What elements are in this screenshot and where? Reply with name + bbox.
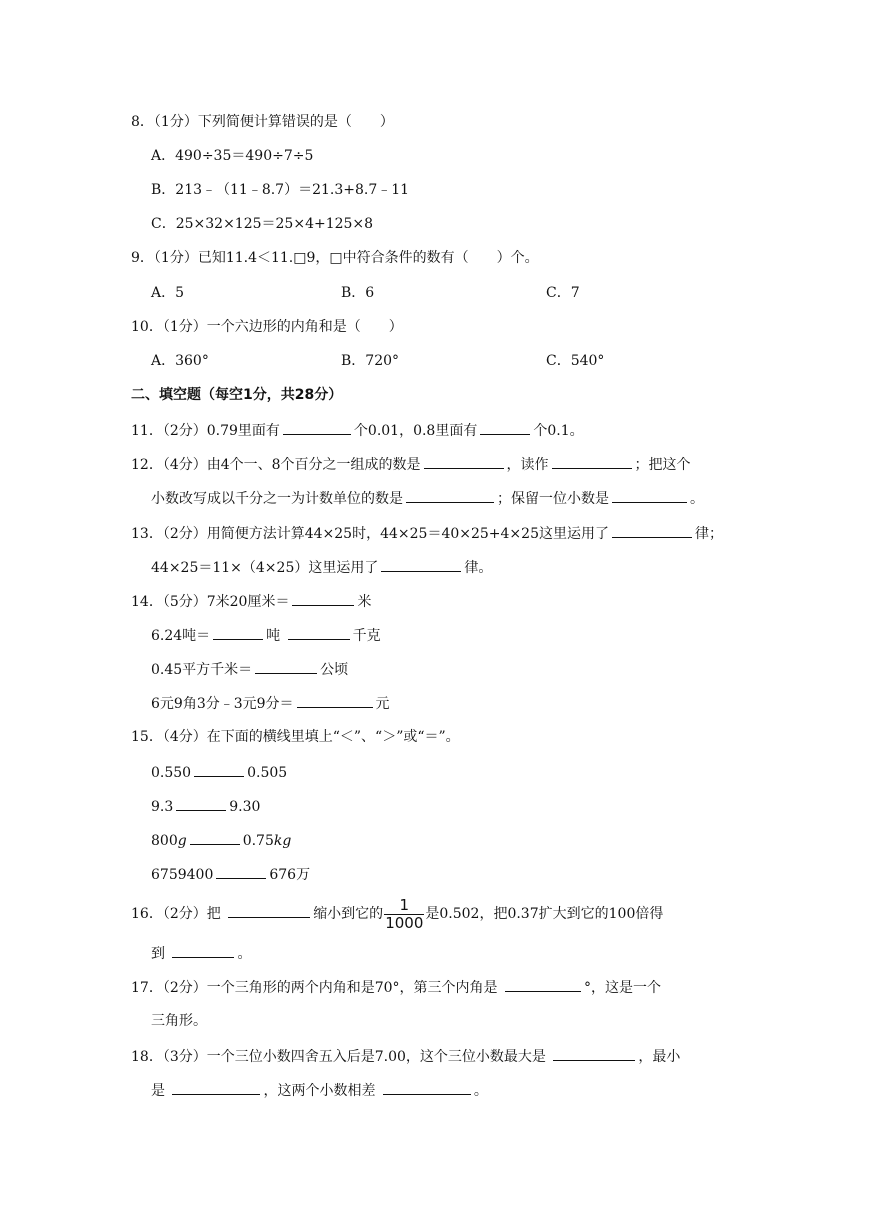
question-13-line-2: 44×25＝11×（4×25）这里运用了 律。 — [151, 556, 492, 576]
question-10-options — [151, 351, 751, 371]
question-9-options — [151, 283, 751, 303]
answer-blank[interactable] — [283, 419, 351, 435]
question-10-option-c: C．540° — [546, 353, 605, 369]
answer-blank[interactable] — [172, 942, 234, 958]
question-13-line-1: 13．（2分）用简便方法计算44×25时，44×25＝40×25+4×25这里运用了 律； — [131, 522, 723, 542]
question-15-row-3: 800g 0.75kg — [151, 829, 291, 849]
answer-blank[interactable] — [288, 624, 350, 640]
question-8-option-c: C．25×32×125＝25×4+125×8 — [151, 216, 374, 232]
question-16-line-1: 16．（2分）把 缩小到它的 $\frac{1}{1000}$ 是0.502，把0.37扩大到它的100倍得 — [131, 895, 664, 932]
answer-blank[interactable] — [424, 453, 504, 469]
question-17-line-2: 三角形。 — [151, 1013, 207, 1029]
question-18-line-2: 是 ，这两个小数相差 。 — [151, 1079, 488, 1099]
question-10-option-a: A．360° — [151, 353, 209, 369]
answer-blank[interactable] — [292, 590, 354, 606]
question-8-stem: 8．（1分）下列简便计算错误的是（ ） — [131, 114, 394, 130]
answer-blank[interactable] — [216, 863, 266, 879]
question-9-option-c: C．7 — [546, 285, 580, 301]
question-9-stem: 9．（1分）已知11.4＜11.□9，□中符合条件的数有（ ）个。 — [131, 250, 539, 266]
answer-blank[interactable] — [612, 487, 687, 503]
fraction: $\frac{1}{1000}$ — [385, 895, 424, 932]
answer-blank[interactable] — [297, 692, 373, 708]
question-15-stem: 15．（4分）在下面的横线里填上“＜”、“＞”或“＝”。 — [131, 729, 460, 745]
answer-blank[interactable] — [228, 902, 310, 918]
answer-blank[interactable] — [553, 1045, 635, 1061]
answer-blank[interactable] — [213, 624, 263, 640]
question-8-option-a: A．490÷35＝490÷7÷5 — [151, 148, 314, 164]
section-2-title: 二、填空题（每空1分，共28分） — [131, 387, 343, 403]
question-16-line-2: 到 。 — [151, 942, 251, 962]
question-17-line-1: 17．（2分）一个三角形的两个内角和是70°，第三个内角是 °，这是一个 — [131, 976, 661, 996]
question-8-option-b: B．213﹣（11﹣8.7）＝21.3+8.7﹣11 — [151, 182, 410, 198]
question-10-stem: 10．（1分）一个六边形的内角和是（ ） — [131, 319, 403, 335]
answer-blank[interactable] — [194, 761, 244, 777]
question-15-row-1: 0.550 0.505 — [151, 761, 287, 781]
question-14-line-2: 6.24吨＝ 吨 千克 — [151, 624, 381, 644]
answer-blank[interactable] — [381, 556, 461, 572]
question-9-option-b: B．6 — [341, 285, 375, 301]
question-15-row-2: 9.3 9.30 — [151, 795, 260, 815]
question-14-line-1: 14．（5分）7米20厘米＝ 米 — [131, 590, 371, 610]
question-14-line-3: 0.45平方千米＝ 公顷 — [151, 658, 348, 678]
answer-blank[interactable] — [190, 829, 240, 845]
answer-blank[interactable] — [255, 658, 317, 674]
answer-blank[interactable] — [480, 419, 530, 435]
question-10-option-b: B．720° — [341, 353, 400, 369]
answer-blank[interactable] — [172, 1079, 260, 1095]
answer-blank[interactable] — [406, 487, 494, 503]
answer-blank[interactable] — [612, 522, 692, 538]
answer-blank[interactable] — [176, 795, 226, 811]
question-11: 11．（2分）0.79里面有 个0.01，0.8里面有 个0.1。 — [131, 419, 584, 439]
answer-blank[interactable] — [552, 453, 632, 469]
answer-blank[interactable] — [505, 976, 581, 992]
question-14-line-4: 6元9角3分﹣3元9分＝ 元 — [151, 692, 390, 712]
question-15-row-4: 6759400 676万 — [151, 863, 310, 883]
question-18-line-1: 18．（3分）一个三位小数四舍五入后是7.00，这个三位小数最大是 ，最小 — [131, 1045, 680, 1065]
answer-blank[interactable] — [383, 1079, 471, 1095]
question-9-option-a: A．5 — [151, 285, 185, 301]
question-12-line-1: 12．（4分）由4个一、8个百分之一组成的数是 ，读作 ；把这个 — [131, 453, 691, 473]
question-12-line-2: 小数改写成以千分之一为计数单位的数是 ；保留一位小数是 。 — [151, 487, 704, 507]
